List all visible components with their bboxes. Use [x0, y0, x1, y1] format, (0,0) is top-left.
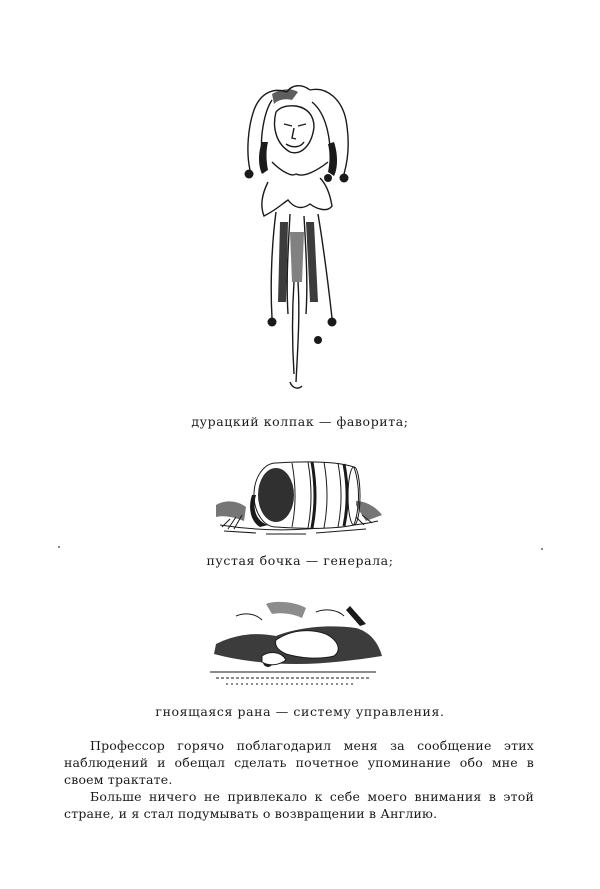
empty-barrel-illustration: [216, 455, 382, 539]
scan-speck: [541, 548, 543, 550]
paragraph: Больше ничего не привлекало к себе моего внимания в этой стране, и я стал подумывать о возвращении в Англию.: [64, 789, 534, 821]
caption-jester-cap: дурацкий колпак — фаворита;: [191, 414, 409, 429]
jester-cap-illustration: [232, 82, 358, 402]
festering-wound-illustration: [206, 598, 384, 690]
scan-speck: [58, 546, 60, 548]
paragraph: Профессор горячо поблагодарил меня за сообщение этих наблюдений и обещал сделать почетное упоминание обо мне в своем трактате.: [64, 738, 534, 787]
body-text: [64, 737, 534, 822]
caption-festering-wound: гноящаяся рана — систему управления.: [155, 704, 445, 719]
caption-empty-barrel: пустая бочка — генерала;: [206, 553, 394, 568]
